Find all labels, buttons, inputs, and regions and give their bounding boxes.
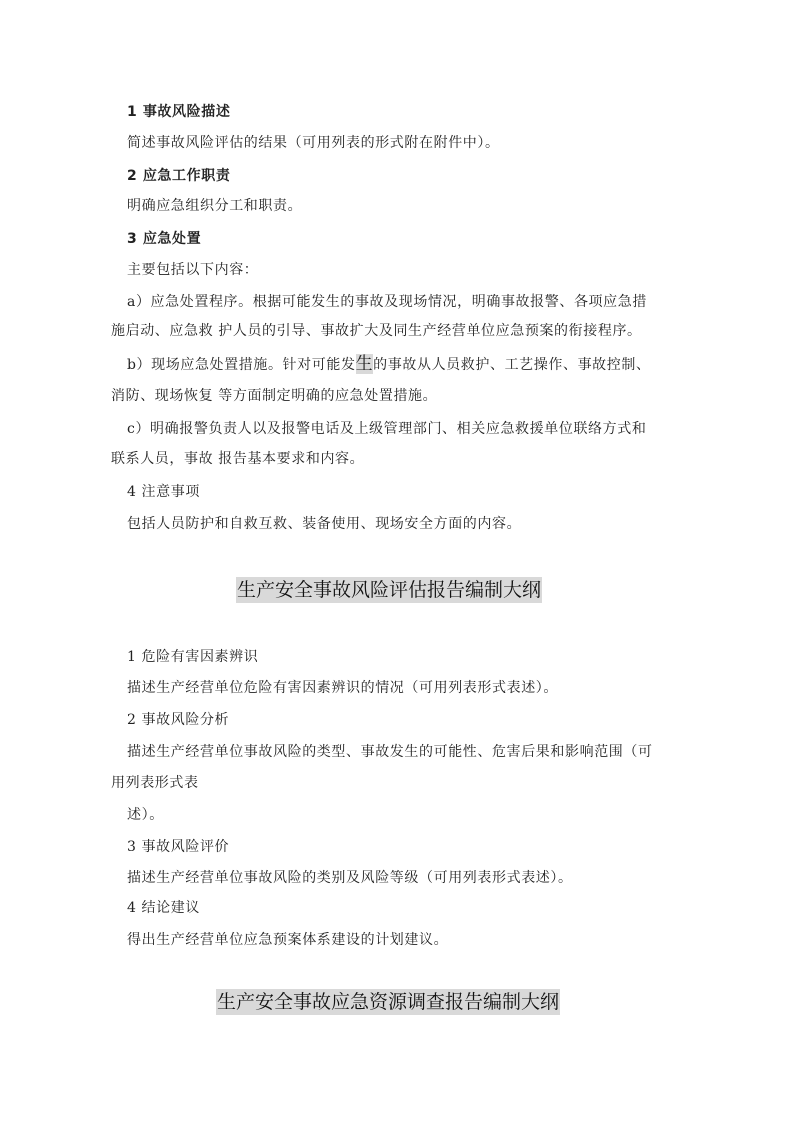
- item-c-line2: 联系人员，事故 报告基本要求和内容。: [111, 451, 365, 467]
- item-b-line2: 消防、现场恢复 等方面制定明确的应急处置措施。: [111, 388, 438, 404]
- paragraph: 包括人员防护和自救互救、装备使用、现场安全方面的内容。: [127, 516, 522, 532]
- section-3-heading: 3 应急处置: [127, 231, 202, 247]
- section-1-heading: 1 事故风险描述: [127, 104, 231, 120]
- paragraph: 描述生产经营单位事故风险的类型、事故发生的可能性、危害后果和影响范围（可: [127, 744, 653, 760]
- paragraph: 得出生产经营单位应急预案体系建设的计划建议。: [127, 932, 449, 948]
- resource-survey-title: 生产安全事故应急资源调查报告编制大纲: [217, 991, 560, 1013]
- item-c-line1: c）明确报警负责人以及报警电话及上级管理部门、相关应急救援单位联络方式和: [127, 421, 647, 437]
- paragraph: 用列表形式表: [111, 775, 199, 791]
- report-outline-title: 生产安全事故风险评估报告编制大纲: [237, 579, 542, 601]
- paragraph: 主要包括以下内容：: [127, 262, 259, 278]
- paragraph: 描述生产经营单位危险有害因素辨识的情况（可用列表形式表述）。: [127, 680, 558, 696]
- paragraph: 简述事故风险评估的结果（可用列表的形式附在附件中）。: [127, 135, 500, 151]
- text: b）现场应急处置措施。针对可能发: [127, 357, 356, 373]
- paragraph: 描述生产经营单位事故风险的类别及风险等级（可用列表形式表述）。: [127, 870, 573, 886]
- subsection-heading: 4 结论建议: [127, 900, 200, 916]
- subsection-heading: 3 事故风险评价: [127, 839, 230, 855]
- subsection-heading: 2 事故风险分析: [127, 712, 230, 728]
- section-4-heading: 4 注意事项: [127, 484, 200, 500]
- item-a-line1: a）应急处置程序。根据可能发生的事故及现场情况，明确事故报警、各项应急措: [127, 294, 647, 310]
- section-2-heading: 2 应急工作职责: [127, 168, 231, 184]
- subsection-heading: 1 危险有害因素辨识: [127, 649, 259, 665]
- paragraph: 明确应急组织分工和职责。: [127, 198, 303, 214]
- item-b-line1: [127, 355, 651, 374]
- paragraph: 述）。: [127, 807, 164, 823]
- item-a-line2: 施启动、应急救 护人员的引导、事故扩大及同生产经营单位应急预案的衔接程序。: [111, 323, 642, 339]
- text: 的事故从人员救护、工艺操作、事故控制、: [373, 357, 651, 373]
- highlighted-char: 生: [355, 354, 374, 374]
